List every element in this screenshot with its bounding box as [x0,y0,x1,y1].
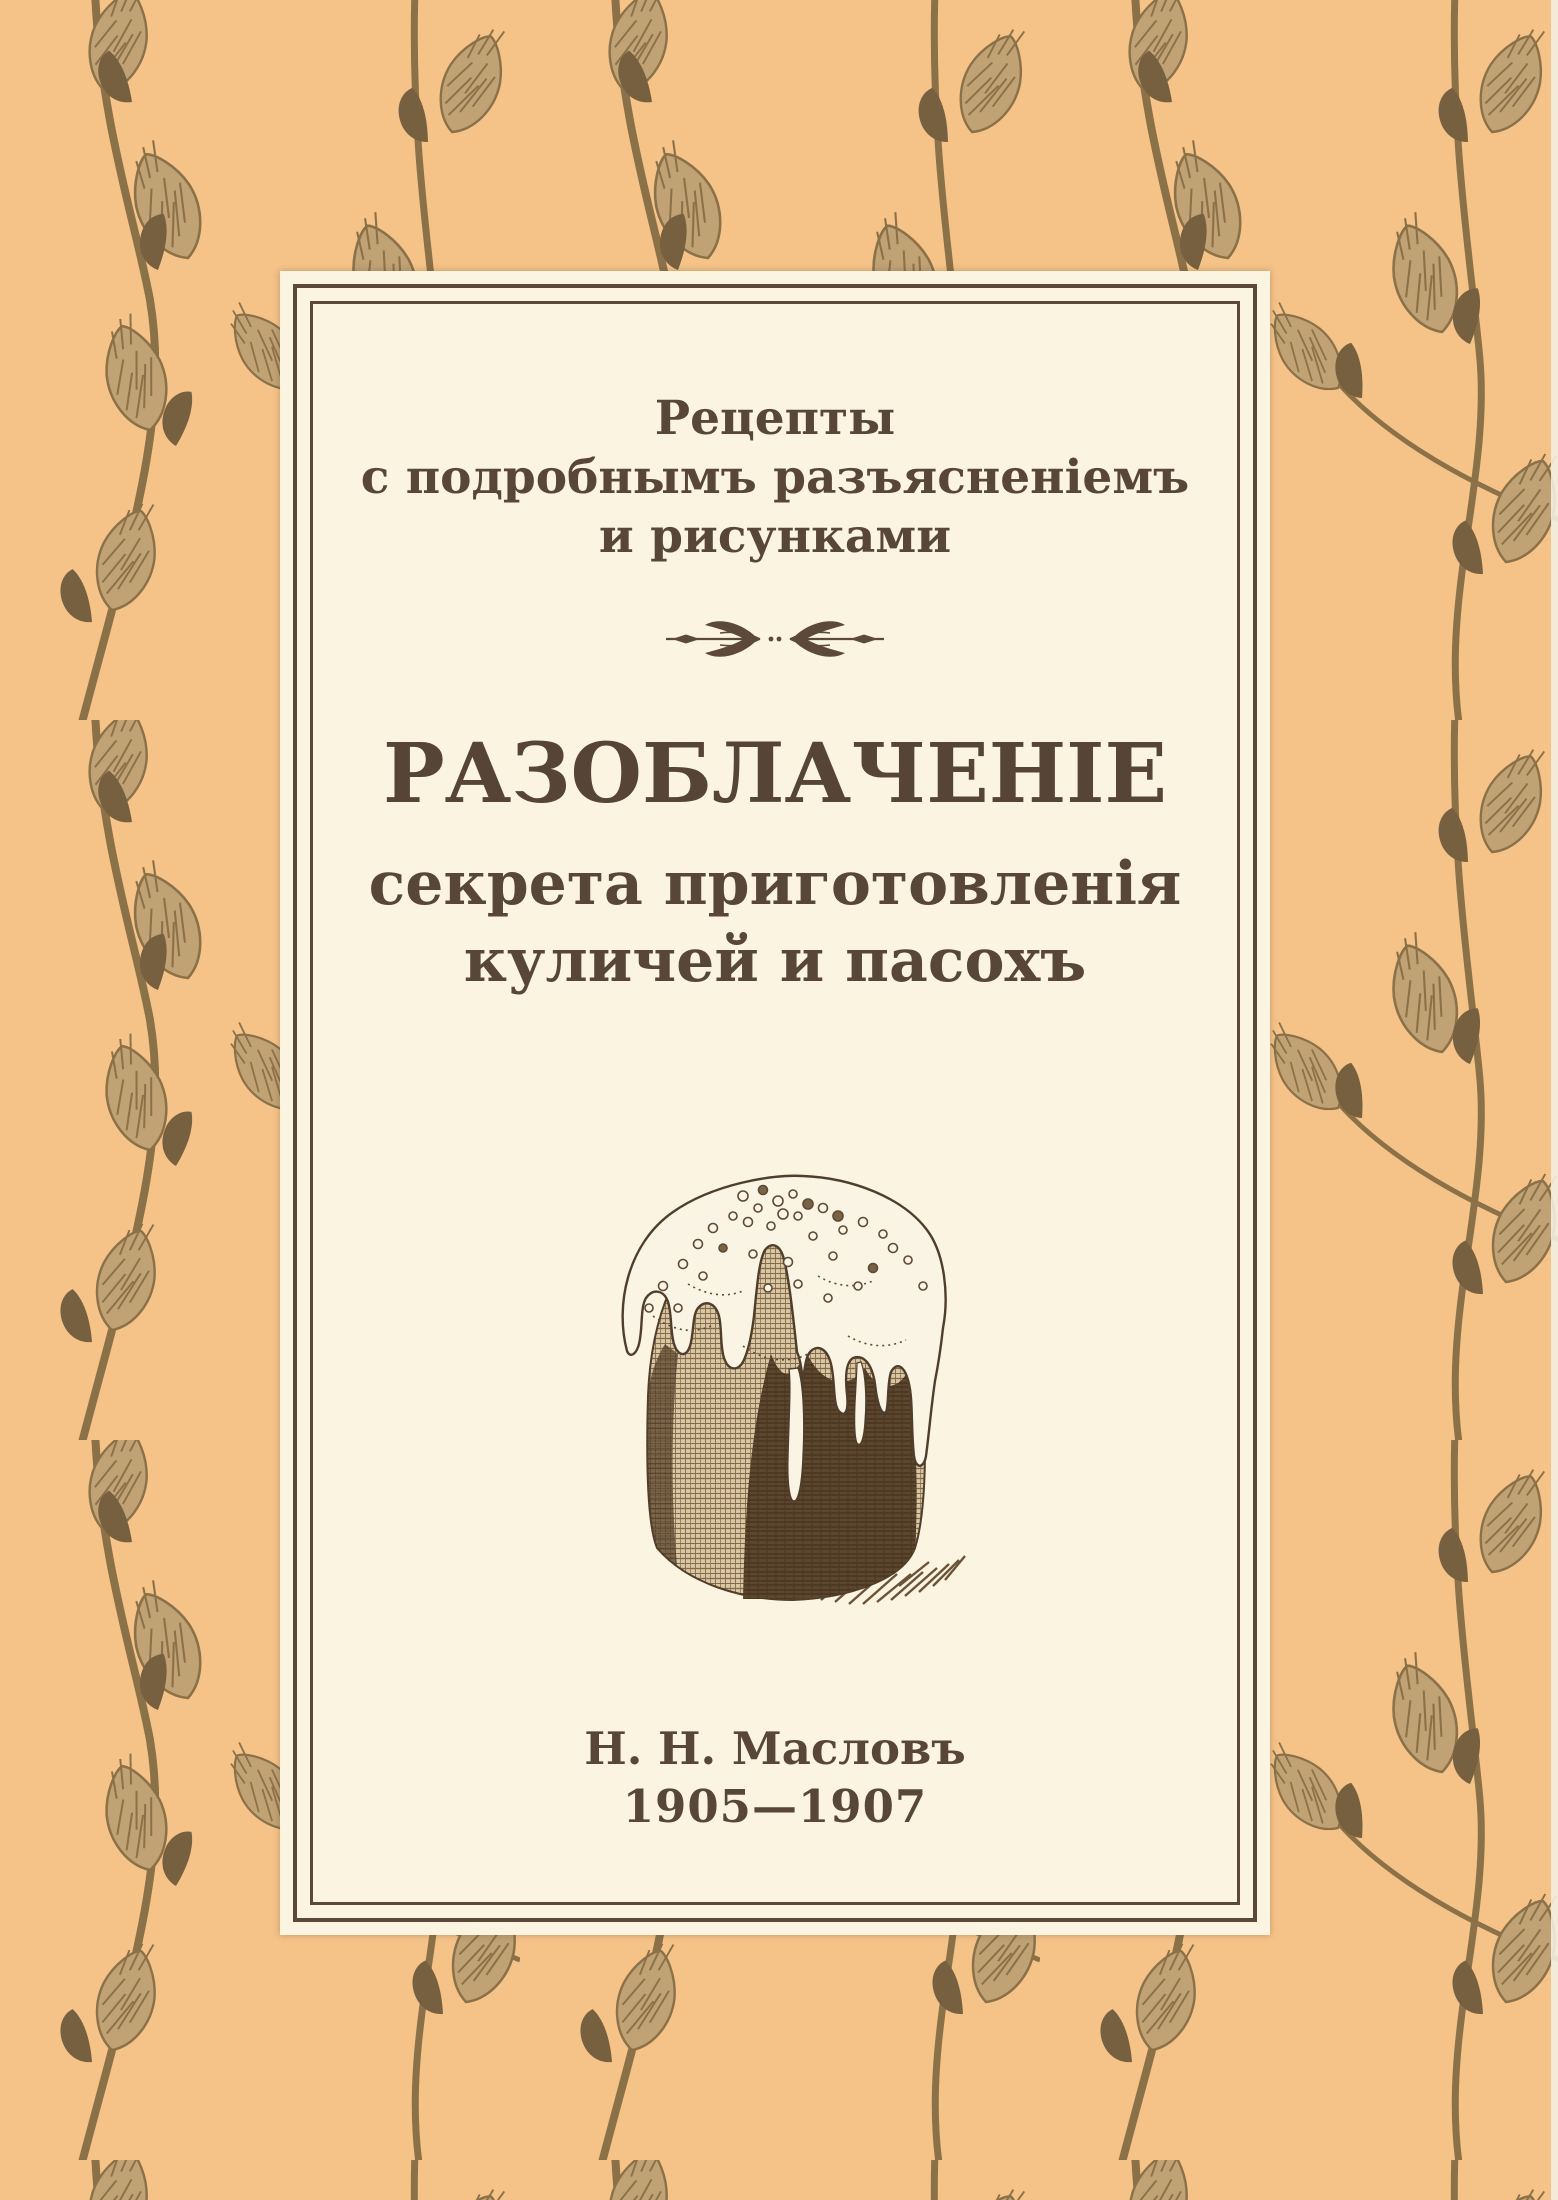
scan-page-edge [1551,0,1558,2200]
book-title: РАЗОБЛАЧЕНІЕ [382,726,1168,822]
title-panel [280,271,1270,1935]
subtitle-line: секрета приготовленія [368,849,1182,919]
subtitle-block [280,846,1270,1000]
header-line: с подробнымъ разъясненіемъ [360,450,1190,505]
fleuron-divider-icon [660,616,890,662]
subtitle-line: куличей и пасохъ [463,926,1087,996]
header-line: Рецепты [654,391,896,446]
cake-dark-side [743,1352,917,1599]
kulich-cake-illustration [593,1156,973,1606]
header-block [280,389,1270,566]
header-line: и рисунками [598,509,952,564]
publication-years: 1905—1907 [622,1780,928,1833]
author-name: Н. Н. Масловъ [584,1722,966,1775]
